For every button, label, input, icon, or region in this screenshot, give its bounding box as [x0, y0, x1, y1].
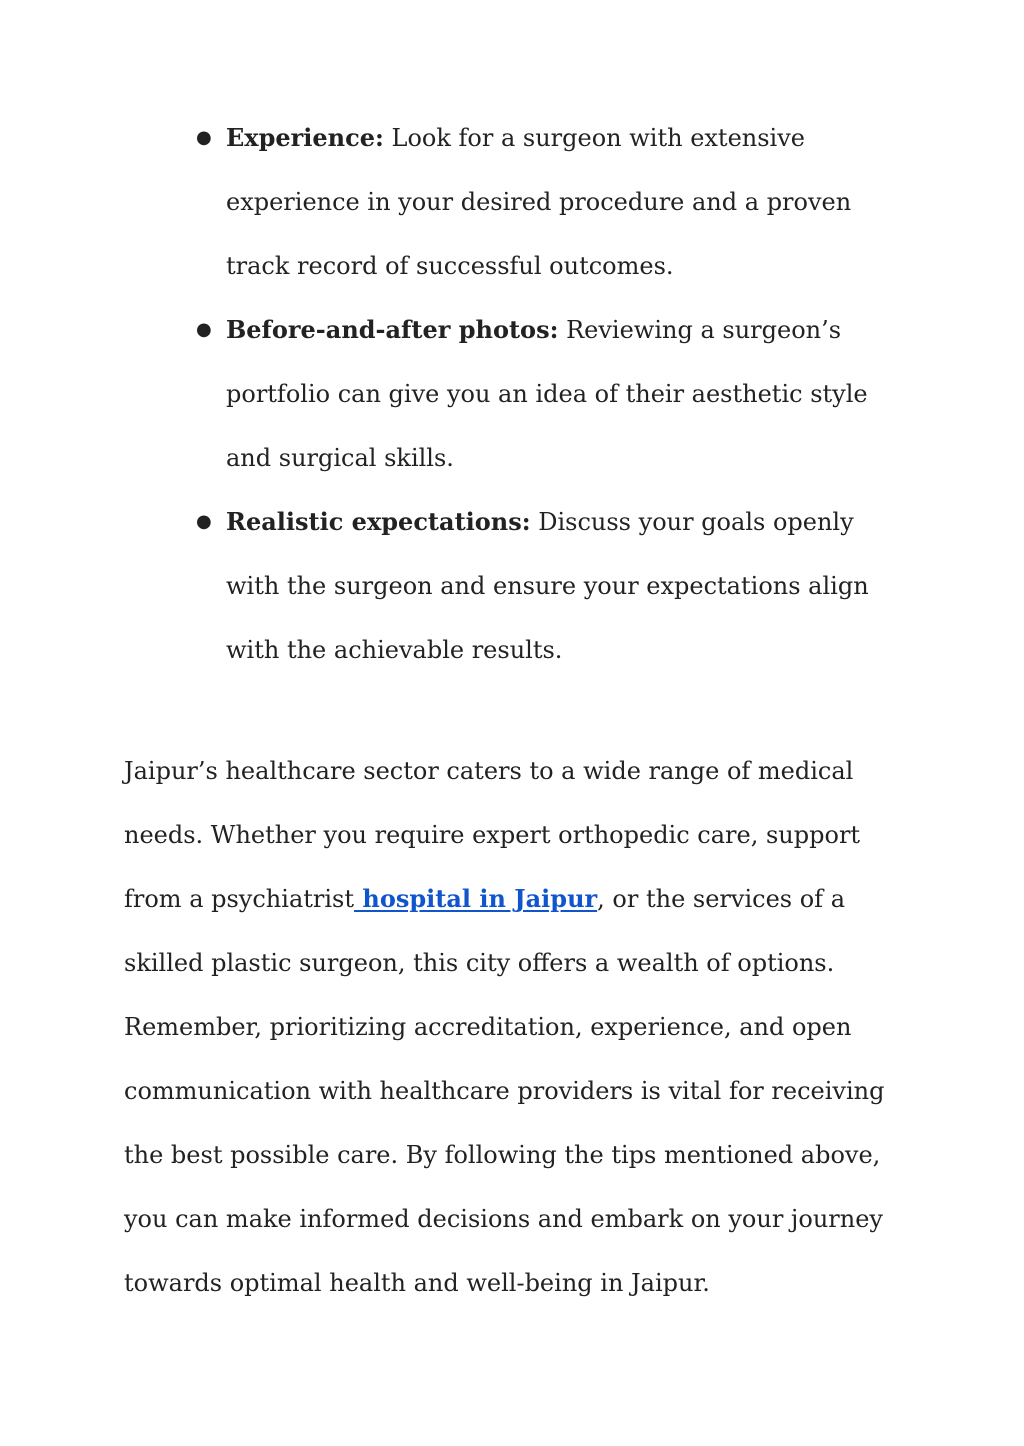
bullet-dot-icon: ● [196, 319, 212, 340]
bullet-text: Reviewing a surgeon’s portfolio can give you an idea of their aesthetic style and surgical skills. [226, 316, 868, 472]
paragraph-text-before-link: Jaipur’s healthcare sector caters to a wide range of medical needs. Whether you require expert orthopedic care, support from a psychiatrist [124, 757, 861, 913]
bullet-item-experience [196, 106, 906, 298]
bullet-text: Discuss your goals openly with the surgeon and ensure your expectations align with the achievable results. [226, 508, 869, 664]
bullet-term: Experience: [226, 123, 384, 152]
closing-paragraph [124, 739, 914, 1315]
tips-bullet-list [196, 106, 906, 682]
bullet-item-realistic-expectations [196, 490, 906, 682]
bullet-item-before-after-photos [196, 298, 906, 490]
bullet-term: Before-and-after photos: [226, 315, 559, 344]
bullet-dot-icon: ● [196, 127, 212, 148]
paragraph-text-after-link: , or the services of a skilled plastic surgeon, this city offers a wealth of options. Remember, prioritizing accreditation, experience, and open communication with healthcare providers is vital for receiving the best possible care. By following the tips mentioned above, you can make informed decisions and embark on your journey towards optimal health and well-being in Jaipur. [124, 885, 885, 1297]
hospital-in-jaipur-link[interactable]: hospital in Jaipur [354, 884, 598, 913]
bullet-term: Realistic expectations: [226, 507, 531, 536]
bullet-text: Look for a surgeon with extensive experience in your desired procedure and a proven track record of successful outcomes. [226, 124, 852, 280]
bullet-dot-icon: ● [196, 511, 212, 532]
